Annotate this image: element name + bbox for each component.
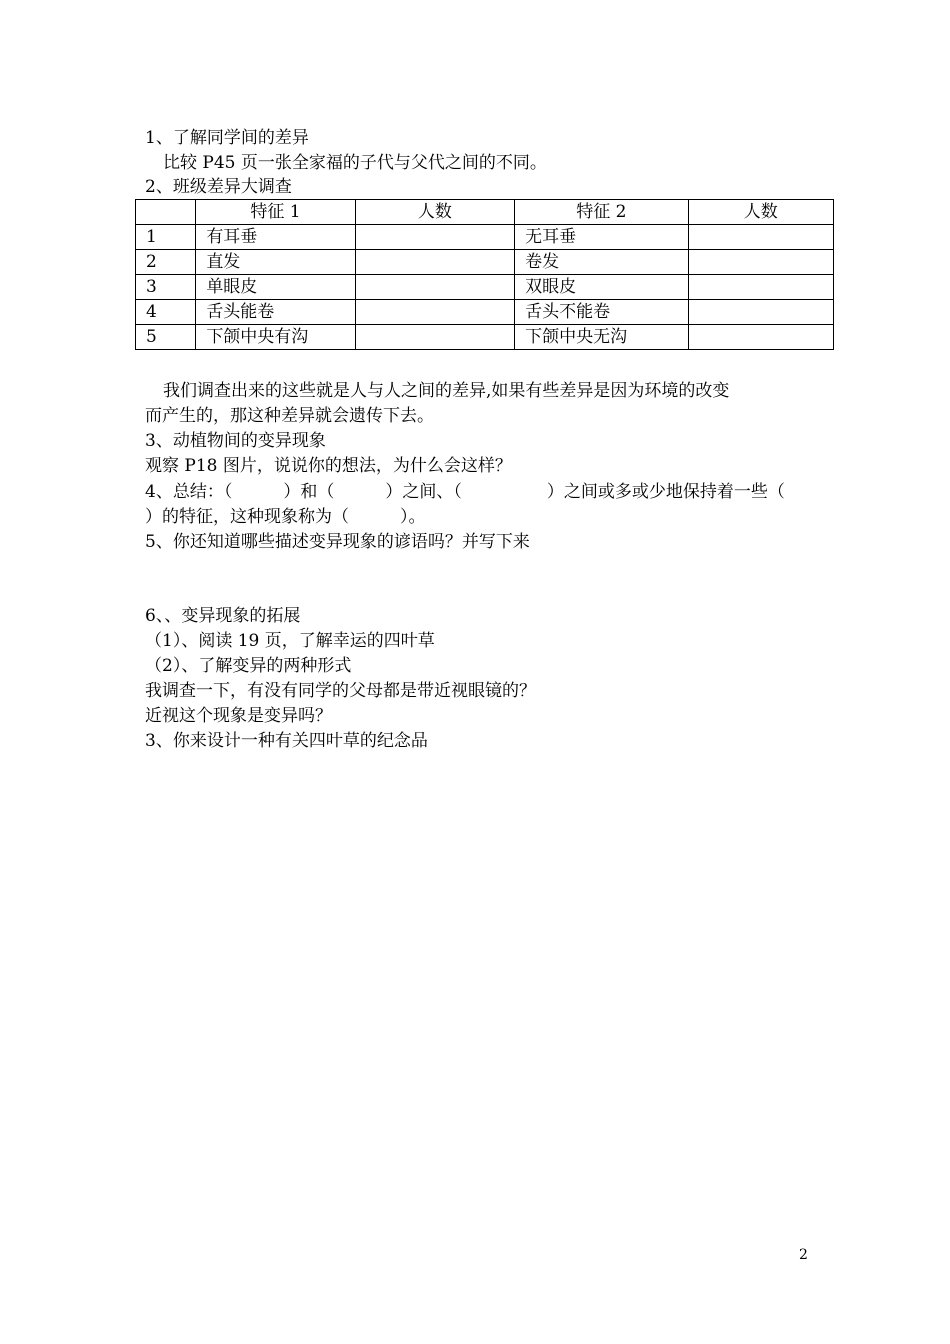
row-number: 2 [136, 250, 196, 275]
trait2-cell: 双眼皮 [515, 275, 688, 300]
table-row [136, 325, 834, 350]
trait2-cell: 舌头不能卷 [515, 300, 688, 325]
table-row [136, 300, 834, 325]
trait1-cell: 单眼皮 [196, 275, 355, 300]
header-cell-count1: 人数 [355, 200, 514, 225]
trait1-cell: 有耳垂 [196, 225, 355, 250]
trait1-cell: 下颌中央有沟 [196, 325, 355, 350]
row-number: 3 [136, 275, 196, 300]
section-3-text: 观察 P18 图片，说说你的想法，为什么会这样？ [145, 456, 512, 476]
count2-cell[interactable] [688, 300, 833, 325]
section-6-text-2: 近视这个现象是变异吗？ [145, 706, 332, 726]
table-row [136, 250, 834, 275]
row-number: 5 [136, 325, 196, 350]
paragraph-line-2: 而产生的，那这种差异就会遗传下去。 [145, 406, 434, 426]
count1-cell[interactable] [355, 300, 514, 325]
section-3-title: 3、动植物间的变异现象 [145, 431, 326, 451]
count1-cell[interactable] [355, 275, 514, 300]
section-4-line-2: ）的特征，这种现象称为（ ）。 [145, 507, 426, 527]
table-row [136, 275, 834, 300]
section-5-text: 5、你还知道哪些描述变异现象的谚语吗？并写下来 [145, 532, 530, 552]
page-number: 2 [799, 1247, 808, 1263]
section-6-item-2: （2）、了解变异的两种形式 [145, 656, 352, 676]
header-cell-index [136, 200, 196, 225]
count2-cell[interactable] [688, 275, 833, 300]
section-6-title: 6、、变异现象的拓展 [145, 606, 301, 626]
count1-cell[interactable] [355, 325, 514, 350]
trait1-cell: 舌头能卷 [196, 300, 355, 325]
count1-cell[interactable] [355, 225, 514, 250]
trait1-cell: 直发 [196, 250, 355, 275]
header-cell-trait1: 特征 1 [196, 200, 355, 225]
row-number: 1 [136, 225, 196, 250]
header-cell-count2: 人数 [688, 200, 833, 225]
paragraph-line-1: 我们调查出来的这些就是人与人之间的差异,如果有些差异是因为环境的改变 [163, 381, 730, 401]
section-6-item-1: （1）、阅读 19 页，了解幸运的四叶草 [145, 631, 435, 651]
section-2-title: 2、班级差异大调查 [145, 177, 292, 197]
row-number: 4 [136, 300, 196, 325]
table-header-row [136, 200, 834, 225]
header-cell-trait2: 特征 2 [515, 200, 688, 225]
count2-cell[interactable] [688, 325, 833, 350]
section-6-text-1: 我调查一下，有没有同学的父母都是带近视眼镜的？ [145, 681, 536, 701]
trait2-cell: 下颌中央无沟 [515, 325, 688, 350]
class-difference-survey-table [135, 199, 834, 350]
section-6-item-3: 3、你来设计一种有关四叶草的纪念品 [145, 731, 428, 751]
section-4-line-1: 4、总结：（ ）和（ ）之间、（ ）之间或多或少地保持着一些（ [145, 482, 785, 502]
count2-cell[interactable] [688, 225, 833, 250]
table-row [136, 225, 834, 250]
trait2-cell: 卷发 [515, 250, 688, 275]
trait2-cell: 无耳垂 [515, 225, 688, 250]
section-1-text: 比较 P45 页一张全家福的子代与父代之间的不同。 [163, 153, 547, 173]
section-1-title: 1、了解同学间的差异 [145, 128, 309, 148]
count2-cell[interactable] [688, 250, 833, 275]
count1-cell[interactable] [355, 250, 514, 275]
